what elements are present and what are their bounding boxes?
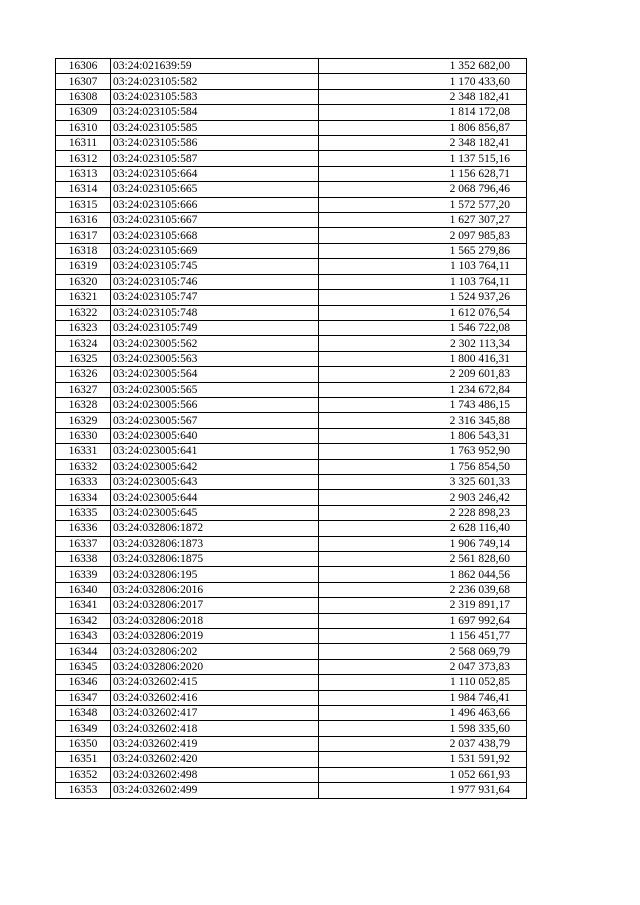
cadastral-number-cell: 03:24:023005:565 — [111, 382, 319, 397]
row-number-cell: 16316 — [56, 213, 111, 228]
cadastral-number-cell: 03:24:023105:749 — [111, 320, 319, 335]
table-row — [56, 459, 527, 474]
cadastral-number-cell: 03:24:023105:586 — [111, 136, 319, 151]
value-cell: 1 697 992,64 — [319, 613, 527, 628]
table-row — [56, 367, 527, 382]
row-number-cell: 16353 — [56, 783, 111, 798]
value-cell: 1 531 591,92 — [319, 752, 527, 767]
value-cell: 1 906 749,14 — [319, 536, 527, 551]
row-number-cell: 16331 — [56, 444, 111, 459]
value-cell: 1 984 746,41 — [319, 690, 527, 705]
table-row — [56, 320, 527, 335]
value-cell: 2 209 601,83 — [319, 367, 527, 382]
cadastral-number-cell: 03:24:032602:417 — [111, 706, 319, 721]
cadastral-number-cell: 03:24:023105:746 — [111, 274, 319, 289]
table-row — [56, 274, 527, 289]
value-cell: 1 156 451,77 — [319, 629, 527, 644]
table-row — [56, 105, 527, 120]
cadastral-number-cell: 03:24:032602:420 — [111, 752, 319, 767]
cadastral-number-cell: 03:24:032806:2020 — [111, 659, 319, 674]
table-row — [56, 659, 527, 674]
cadastral-number-cell: 03:24:023005:641 — [111, 444, 319, 459]
row-number-cell: 16315 — [56, 197, 111, 212]
table-row — [56, 706, 527, 721]
cadastral-number-cell: 03:24:032602:418 — [111, 721, 319, 736]
cadastral-number-cell: 03:24:023105:664 — [111, 166, 319, 181]
cadastral-number-cell: 03:24:032602:415 — [111, 675, 319, 690]
value-cell: 2 348 182,41 — [319, 136, 527, 151]
table-row — [56, 490, 527, 505]
value-cell: 2 302 113,34 — [319, 336, 527, 351]
row-number-cell: 16350 — [56, 736, 111, 751]
row-number-cell: 16335 — [56, 505, 111, 520]
table-row — [56, 536, 527, 551]
cadastral-number-cell: 03:24:021639:59 — [111, 59, 319, 74]
row-number-cell: 16326 — [56, 367, 111, 382]
cadastral-number-cell: 03:24:032806:2019 — [111, 629, 319, 644]
value-cell: 1 103 764,11 — [319, 274, 527, 289]
table-row — [56, 598, 527, 613]
value-cell: 1 800 416,31 — [319, 351, 527, 366]
row-number-cell: 16345 — [56, 659, 111, 674]
table-row — [56, 59, 527, 74]
table-row — [56, 89, 527, 104]
row-number-cell: 16337 — [56, 536, 111, 551]
cadastral-number-cell: 03:24:032602:498 — [111, 767, 319, 782]
row-number-cell: 16309 — [56, 105, 111, 120]
value-cell: 1 156 628,71 — [319, 166, 527, 181]
row-number-cell: 16342 — [56, 613, 111, 628]
row-number-cell: 16338 — [56, 552, 111, 567]
row-number-cell: 16314 — [56, 182, 111, 197]
table-row — [56, 752, 527, 767]
cadastral-number-cell: 03:24:032806:2017 — [111, 598, 319, 613]
cadastral-number-cell: 03:24:032806:1873 — [111, 536, 319, 551]
value-cell: 1 234 672,84 — [319, 382, 527, 397]
value-cell: 1 756 854,50 — [319, 459, 527, 474]
row-number-cell: 16307 — [56, 74, 111, 89]
table-row — [56, 197, 527, 212]
row-number-cell: 16306 — [56, 59, 111, 74]
row-number-cell: 16336 — [56, 521, 111, 536]
cadastral-number-cell: 03:24:032602:416 — [111, 690, 319, 705]
cadastral-number-cell: 03:24:023105:666 — [111, 197, 319, 212]
cadastral-number-cell: 03:24:023105:668 — [111, 228, 319, 243]
value-cell: 1 546 722,08 — [319, 320, 527, 335]
value-cell: 2 228 898,23 — [319, 505, 527, 520]
cadastral-number-cell: 03:24:023105:587 — [111, 151, 319, 166]
cadastral-number-cell: 03:24:023105:584 — [111, 105, 319, 120]
cadastral-number-cell: 03:24:023005:640 — [111, 428, 319, 443]
value-cell: 1 496 463,66 — [319, 706, 527, 721]
cadastral-number-cell: 03:24:023005:643 — [111, 474, 319, 489]
table-row — [56, 767, 527, 782]
row-number-cell: 16310 — [56, 120, 111, 135]
table-row — [56, 305, 527, 320]
value-cell: 2 319 891,17 — [319, 598, 527, 613]
value-cell: 2 037 438,79 — [319, 736, 527, 751]
value-cell: 1 572 577,20 — [319, 197, 527, 212]
value-cell: 2 047 373,83 — [319, 659, 527, 674]
table-row — [56, 675, 527, 690]
cadastral-number-cell: 03:24:032602:419 — [111, 736, 319, 751]
table-row — [56, 351, 527, 366]
table-row — [56, 736, 527, 751]
row-number-cell: 16334 — [56, 490, 111, 505]
row-number-cell: 16347 — [56, 690, 111, 705]
cadastral-number-cell: 03:24:023105:747 — [111, 290, 319, 305]
row-number-cell: 16348 — [56, 706, 111, 721]
cadastral-number-cell: 03:24:032806:2016 — [111, 582, 319, 597]
cadastral-number-cell: 03:24:023005:564 — [111, 367, 319, 382]
value-cell: 1 524 937,26 — [319, 290, 527, 305]
value-cell: 1 170 433,60 — [319, 74, 527, 89]
cadastral-number-cell: 03:24:023105:582 — [111, 74, 319, 89]
cadastral-number-cell: 03:24:023005:562 — [111, 336, 319, 351]
table-row — [56, 166, 527, 181]
cadastral-number-cell: 03:24:032806:1875 — [111, 552, 319, 567]
row-number-cell: 16311 — [56, 136, 111, 151]
row-number-cell: 16323 — [56, 320, 111, 335]
table-row — [56, 644, 527, 659]
value-cell: 1 814 172,08 — [319, 105, 527, 120]
value-cell: 2 348 182,41 — [319, 89, 527, 104]
row-number-cell: 16318 — [56, 243, 111, 258]
table-row — [56, 259, 527, 274]
value-cell: 1 977 931,64 — [319, 783, 527, 798]
cadastral-number-cell: 03:24:023005:645 — [111, 505, 319, 520]
row-number-cell: 16320 — [56, 274, 111, 289]
cadastral-number-cell: 03:24:023005:642 — [111, 459, 319, 474]
cadastral-number-cell: 03:24:023105:665 — [111, 182, 319, 197]
row-number-cell: 16351 — [56, 752, 111, 767]
row-number-cell: 16317 — [56, 228, 111, 243]
table-row — [56, 182, 527, 197]
row-number-cell: 16312 — [56, 151, 111, 166]
row-number-cell: 16330 — [56, 428, 111, 443]
table-row — [56, 397, 527, 412]
cadastral-number-cell: 03:24:023005:644 — [111, 490, 319, 505]
cadastral-number-cell: 03:24:023005:567 — [111, 413, 319, 428]
cadastral-number-cell: 03:24:032806:202 — [111, 644, 319, 659]
table-row — [56, 552, 527, 567]
table-row — [56, 444, 527, 459]
value-cell: 1 052 661,93 — [319, 767, 527, 782]
table-row — [56, 505, 527, 520]
value-cell: 1 598 335,60 — [319, 721, 527, 736]
row-number-cell: 16329 — [56, 413, 111, 428]
table-body — [56, 59, 527, 799]
value-cell: 2 568 069,79 — [319, 644, 527, 659]
value-cell: 1 743 486,15 — [319, 397, 527, 412]
row-number-cell: 16325 — [56, 351, 111, 366]
table-row — [56, 74, 527, 89]
table-row — [56, 382, 527, 397]
row-number-cell: 16327 — [56, 382, 111, 397]
table-row — [56, 721, 527, 736]
cadastral-number-cell: 03:24:023105:669 — [111, 243, 319, 258]
row-number-cell: 16349 — [56, 721, 111, 736]
value-cell: 2 316 345,88 — [319, 413, 527, 428]
table-row — [56, 690, 527, 705]
value-cell: 1 352 682,00 — [319, 59, 527, 74]
row-number-cell: 16343 — [56, 629, 111, 644]
cadastral-number-cell: 03:24:023105:583 — [111, 89, 319, 104]
value-cell: 1 806 856,87 — [319, 120, 527, 135]
table-row — [56, 136, 527, 151]
value-cell: 2 628 116,40 — [319, 521, 527, 536]
table-row — [56, 213, 527, 228]
cadastral-number-cell: 03:24:032806:2018 — [111, 613, 319, 628]
table-row — [56, 521, 527, 536]
row-number-cell: 16333 — [56, 474, 111, 489]
row-number-cell: 16340 — [56, 582, 111, 597]
value-cell: 2 068 796,46 — [319, 182, 527, 197]
table-row — [56, 120, 527, 135]
value-cell: 1 627 307,27 — [319, 213, 527, 228]
value-cell: 1 103 764,11 — [319, 259, 527, 274]
table-row — [56, 474, 527, 489]
value-cell: 2 561 828,60 — [319, 552, 527, 567]
row-number-cell: 16328 — [56, 397, 111, 412]
table-row — [56, 413, 527, 428]
row-number-cell: 16341 — [56, 598, 111, 613]
table-row — [56, 613, 527, 628]
value-cell: 1 137 515,16 — [319, 151, 527, 166]
cadastral-value-table — [55, 58, 527, 799]
cadastral-number-cell: 03:24:023105:748 — [111, 305, 319, 320]
row-number-cell: 16321 — [56, 290, 111, 305]
table-row — [56, 151, 527, 166]
table-row — [56, 582, 527, 597]
value-cell: 1 565 279,86 — [319, 243, 527, 258]
value-cell: 1 612 076,54 — [319, 305, 527, 320]
table-row — [56, 336, 527, 351]
value-cell: 1 110 052,85 — [319, 675, 527, 690]
table-row — [56, 428, 527, 443]
cadastral-number-cell: 03:24:023005:566 — [111, 397, 319, 412]
value-cell: 2 903 246,42 — [319, 490, 527, 505]
value-cell: 1 763 952,90 — [319, 444, 527, 459]
cadastral-number-cell: 03:24:032806:1872 — [111, 521, 319, 536]
table-row — [56, 783, 527, 798]
cadastral-number-cell: 03:24:023105:585 — [111, 120, 319, 135]
cadastral-number-cell: 03:24:023105:667 — [111, 213, 319, 228]
row-number-cell: 16313 — [56, 166, 111, 181]
cadastral-number-cell: 03:24:023005:563 — [111, 351, 319, 366]
row-number-cell: 16346 — [56, 675, 111, 690]
table-row — [56, 243, 527, 258]
row-number-cell: 16324 — [56, 336, 111, 351]
cadastral-number-cell: 03:24:023105:745 — [111, 259, 319, 274]
value-cell: 2 097 985,83 — [319, 228, 527, 243]
table-row — [56, 290, 527, 305]
row-number-cell: 16322 — [56, 305, 111, 320]
value-cell: 1 806 543,31 — [319, 428, 527, 443]
cadastral-number-cell: 03:24:032806:195 — [111, 567, 319, 582]
row-number-cell: 16339 — [56, 567, 111, 582]
table-row — [56, 228, 527, 243]
table-row — [56, 629, 527, 644]
value-cell: 1 862 044,56 — [319, 567, 527, 582]
row-number-cell: 16319 — [56, 259, 111, 274]
row-number-cell: 16344 — [56, 644, 111, 659]
row-number-cell: 16308 — [56, 89, 111, 104]
row-number-cell: 16332 — [56, 459, 111, 474]
table-row — [56, 567, 527, 582]
row-number-cell: 16352 — [56, 767, 111, 782]
value-cell: 2 236 039,68 — [319, 582, 527, 597]
cadastral-number-cell: 03:24:032602:499 — [111, 783, 319, 798]
value-cell: 3 325 601,33 — [319, 474, 527, 489]
